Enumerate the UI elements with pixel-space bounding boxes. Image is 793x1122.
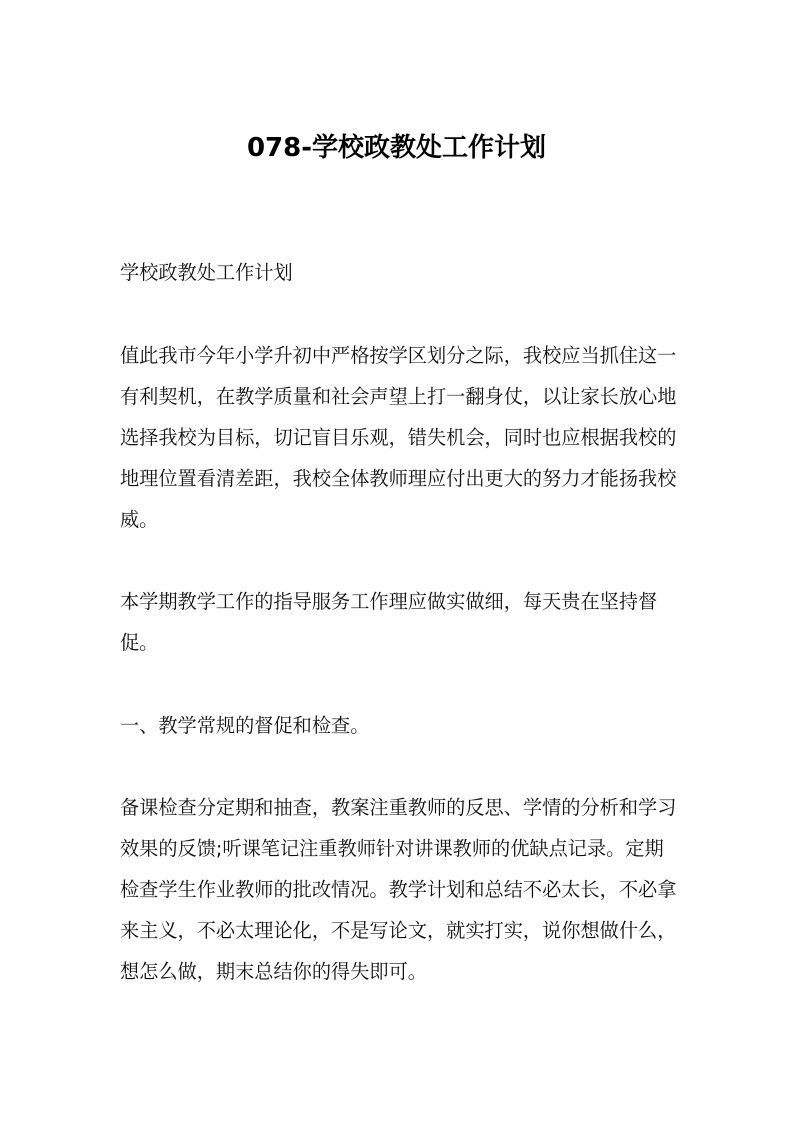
paragraph-lesson-checks: 备课检查分定期和抽查，教案注重教师的反思、学情的分析和学习效果的反馈;听课笔记注重教师针对讲课教师的优缺点记录。定期检查学生作业教师的批改情况。教学计划和总结不必太长，不必拿来主义，不必太理论化，不是写论文，就实打实，说你想做什么，想怎么做，期末总结你的得失即可。	[120, 796, 677, 983]
paragraph-intro: 值此我市今年小学升初中严格按学区划分之际，我校应当抓住这一有利契机，在教学质量和社会声望上打一翻身仗，以让家长放心地选择我校为目标，切记盲目乐观，错失机会，同时也应根据我校的地理位置看清差距，我校全体教师理应付出更大的努力才能扬我校威。	[120, 344, 677, 531]
section-heading-routine-checks: 一、教学常规的督促和检查。	[120, 714, 370, 737]
document-subtitle: 学校政教处工作计划	[120, 261, 293, 284]
document-title: 078-学校政教处工作计划	[246, 133, 547, 163]
paragraph-guidance: 本学期教学工作的指导服务工作理应做实做细，每天贵在坚持督促。	[120, 590, 658, 654]
document-body	[120, 252, 680, 992]
